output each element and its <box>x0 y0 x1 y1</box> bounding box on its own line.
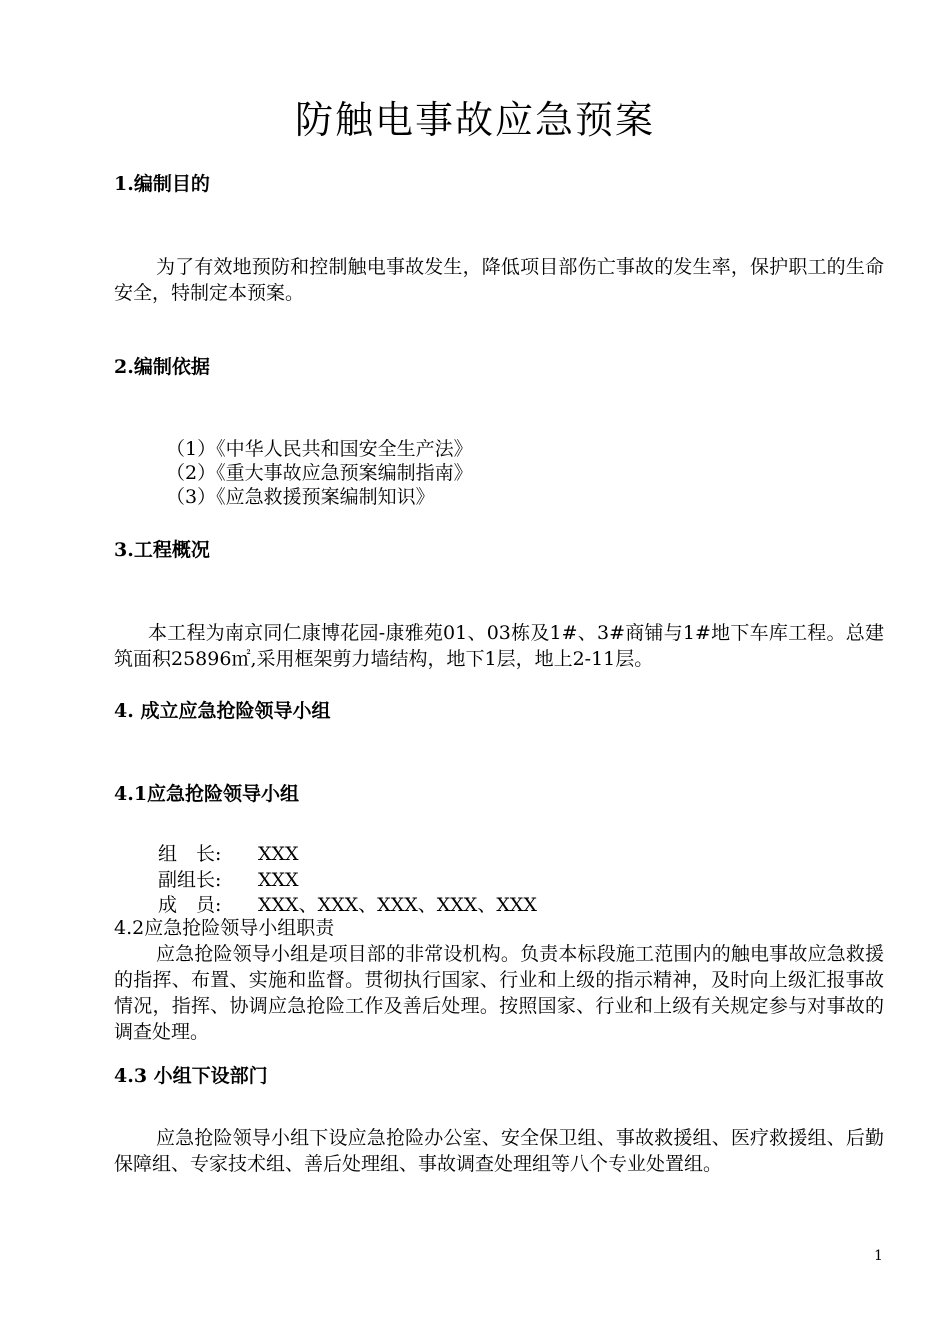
section-1-heading: 1.编制目的 <box>114 173 210 195</box>
member-value: XXX <box>258 869 299 891</box>
member-row-deputy <box>158 867 299 893</box>
page-number: 1 <box>874 1248 883 1264</box>
member-value: XXX、XXX、XXX、XXX、XXX <box>258 894 537 916</box>
section-3-heading: 3.工程概况 <box>114 539 210 561</box>
reference-item: （3）《应急救援预案编制知识》 <box>166 486 435 508</box>
member-value: XXX <box>258 843 299 865</box>
reference-item: （1）《中华人民共和国安全生产法》 <box>166 438 473 460</box>
member-label: 组 长: <box>158 843 222 865</box>
section-1-body: 为了有效地预防和控制触电事故发生，降低项目部伤亡事故的发生率，保护职工的生命安全，特制定本预案。 <box>114 256 884 304</box>
section-4-3-heading: 4.3 小组下设部门 <box>114 1065 268 1087</box>
section-4-2-heading: 4.2应急抢险领导小组职责 <box>114 917 335 939</box>
member-row-leader <box>158 841 299 867</box>
section-4-1-heading: 4.1应急抢险领导小组 <box>114 783 300 805</box>
section-2-heading: 2.编制依据 <box>114 356 210 378</box>
reference-item: （2）《重大事故应急预案编制指南》 <box>166 462 473 484</box>
section-4-3-body: 应急抢险领导小组下设应急抢险办公室、安全保卫组、事故救援组、医疗救援组、后勤保障组、专家技术组、善后处理组、事故调查处理组等八个专业处置组。 <box>114 1127 884 1175</box>
section-4-heading: 4. 成立应急抢险领导小组 <box>114 700 331 722</box>
section-3-body: 本工程为南京同仁康博花园-康雅苑01、03栋及1#、3#商铺与1#地下车库工程。总建筑面积25896㎡,采用框架剪力墙结构，地下1层，地上2-11层。 <box>114 622 884 670</box>
member-row-members <box>158 892 537 918</box>
section-4-2-body: 应急抢险领导小组是项目部的非常设机构。负责本标段施工范围内的触电事故应急救援的指挥、布置、实施和监督。贯彻执行国家、行业和上级的指示精神，及时向上级汇报事故情况，指挥、协调应急抢险工作及善后处理。按照国家、行业和上级有关规定参与对事故的调查处理。 <box>114 943 884 1043</box>
document-title: 防触电事故应急预案 <box>294 98 655 142</box>
member-label: 成 员: <box>158 894 222 916</box>
member-label: 副组长: <box>158 869 222 891</box>
